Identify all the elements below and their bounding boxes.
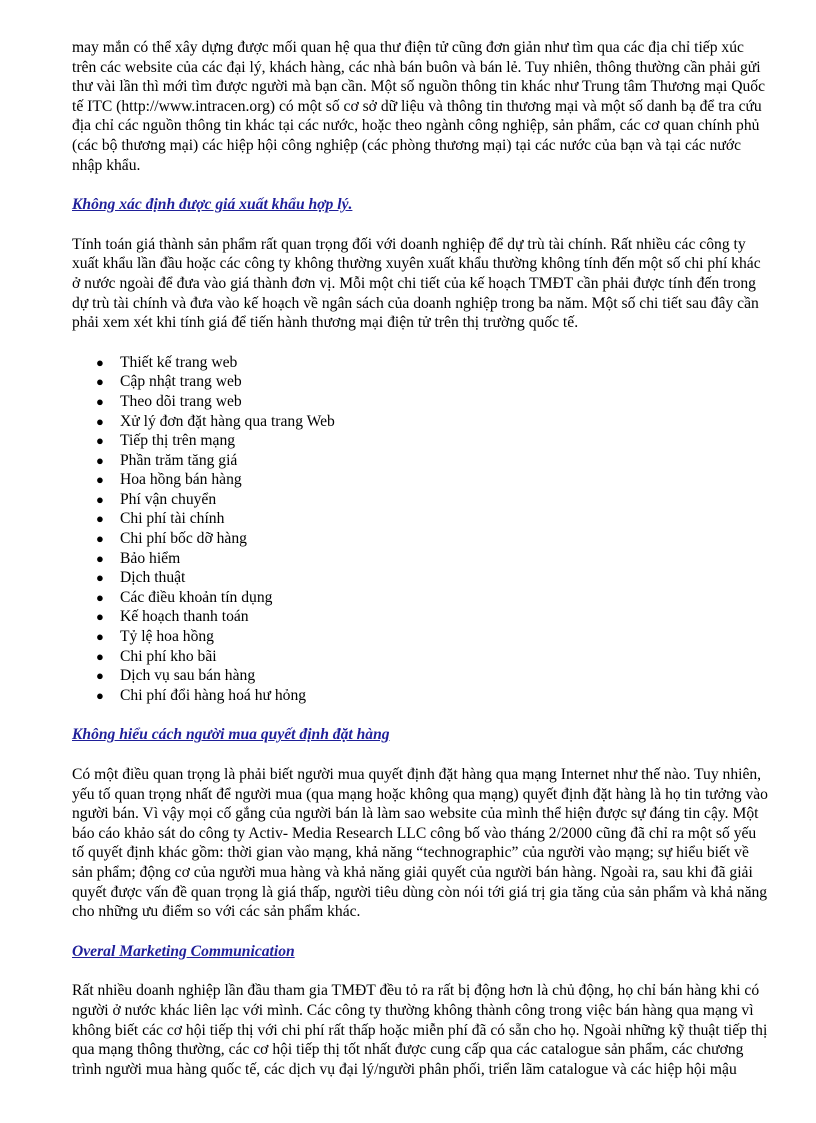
bullet-icon: ● [96, 668, 104, 684]
list-item: ● Phí vận chuyển [96, 490, 217, 508]
list-item: ● Xử lý đơn đặt hàng qua trang Web [96, 412, 335, 430]
buyer-decision-paragraph: Có một điều quan trọng là phải biết người mua quyết định đặt hàng qua mạng Internet như thế nào. Tuy nhiên, yếu tố quan trọng nhất để người mua (qua mạng hoặc không qua mạng) quyết định đặt hàng là họ tin tưởng vào người bán. Vì vậy mọi cố gắng của người bán là làm sao website của mình thể hiện được sự đáng tin cậy. Một báo cáo khảo sát do công ty Activ- Media Research LLC công bố vào tháng 2/2000 cũng đã chỉ ra một số yếu tố quyết định khác gồm: thời gian vào mạng, khả năng “technographic” của người vào mạng; sự hiểu biết về sản phẩm; động cơ của người mua hàng và khả năng giải quyết của người bán hàng. Ngoài ra, sau khi đã giải quyết được vấn đề quan trọng là giá thấp, người tiêu dùng còn nói tới giá trị gia tăng của sản phẩm và khả năng cho những ưu điểm so với các sản phẩm khác. [72, 766, 768, 921]
heading-text: Không xác định được giá xuất khẩu hợp lý. [72, 196, 353, 214]
bullet-icon: ● [96, 550, 104, 566]
bullet-icon: ● [96, 629, 104, 645]
list-item: ● Chi phí đổi hàng hoá hư hỏng [96, 686, 307, 704]
bullet-icon: ● [96, 374, 104, 390]
bullet-icon: ● [96, 570, 104, 586]
list-item: ● Dịch thuật [96, 569, 186, 587]
list-item: ● Tiếp thị trên mạng [96, 432, 236, 450]
list-item: ● Các điều khoản tín dụng [96, 588, 273, 606]
bullet-icon: ● [96, 609, 104, 625]
list-item: ● Kế hoạch thanh toán [96, 608, 249, 626]
cost-items-list [72, 353, 772, 706]
list-item: ● Tỷ lệ hoa hồng [96, 628, 214, 646]
bullet-icon: ● [96, 433, 104, 449]
list-item: ● Phần trăm tăng giá [96, 451, 238, 469]
heading-text: Không hiểu cách người mua quyết định đặt hàng [72, 726, 390, 744]
list-item: ● Cập nhật trang web [96, 373, 242, 391]
section-heading-export-price [72, 195, 772, 215]
section-heading-buyer-decision [72, 725, 772, 745]
export-price-paragraph: Tính toán giá thành sản phẩm rất quan trọng đối với doanh nghiệp để dự trù tài chính. Rất nhiều các công ty xuất khẩu lần đầu hoặc các công ty không thường xuyên xuất khẩu thường không tính đến một số chi phí khác ở nước ngoài để đưa vào giá thành đơn vị. Mỗi một chi tiết của kế hoạch TMĐT cần phải được tính đến trong dự trù tài chính và đưa vào kế hoạch về ngân sách của doanh nghiệp trong ba năm. Một số chi tiết sau đây cần phải xem xét khi tính giá để tiến hành thương mại điện tử trên thị trường quốc tế. [72, 235, 761, 332]
document-page [72, 38, 772, 1079]
intro-paragraph: may mắn có thể xây dựng được mối quan hệ qua thư điện tử cũng đơn giản như tìm qua các địa chỉ tiếp xúc trên các website của các đại lý, khách hàng, các nhà bán buôn và bán lẻ. Tuy nhiên, thông thường cần phải gửi thư vài lần thì mới tìm được người mà bạn cần. Một số nguồn thông tin khác như Trung tâm Thương mại Quốc tế ITC (http://www.intracen.org) có một số cơ sở dữ liệu và thông tin thương mại và một số danh bạ để tra cứu địa chỉ các nguồn thông tin khác tại các nước, hoặc theo ngành công nghiệp, sản phẩm, các cơ quan chính phủ (các bộ thương mại) các hiệp hội công nghiệp (các phòng thương mại) tại các nước của bạn và tại các nước nhập khẩu. [72, 39, 766, 174]
heading-text: Overal Marketing Communication [72, 942, 295, 960]
list-item: ● Bảo hiểm [96, 549, 181, 567]
list-item: ● Theo dõi trang web [96, 392, 242, 410]
list-item: ● Chi phí tài chính [96, 510, 225, 528]
marketing-communication-paragraph: Rất nhiều doanh nghiệp lần đầu tham gia TMĐT đều tỏ ra rất bị động hơn là chủ động, họ chỉ bán hàng khi có người ở nước khác liên lạc với mình. Các công ty thường không thành công trong việc bán hàng qua mạng vì không biết các cơ hội tiếp thị với chi phí rất thấp hoặc miễn phí đã có sẵn cho họ. Ngoài những kỹ thuật tiếp thị qua mạng thông thường, các cơ hội tiếp thị tốt nhất được cung cấp qua các catalogue sản phẩm, các chương trình người mua hàng quốc tế, các dịch vụ đại lý/người phân phối, triển lãm catalogue và các hiệp hội mậu [72, 982, 768, 1078]
bullet-icon: ● [96, 354, 104, 370]
bullet-icon: ● [96, 648, 104, 664]
bullet-icon: ● [96, 491, 104, 507]
bullet-icon: ● [96, 589, 104, 605]
bullet-icon: ● [96, 531, 104, 547]
bullet-icon: ● [96, 687, 104, 703]
bullet-icon: ● [96, 413, 104, 429]
bullet-icon: ● [96, 511, 104, 527]
bullet-icon: ● [96, 393, 104, 409]
list-item: ● Thiết kế trang web [96, 353, 238, 371]
list-item: ● Chi phí kho bãi [96, 647, 217, 665]
list-item: ● Chi phí bốc dỡ hàng [96, 530, 247, 548]
section-heading-marketing-communication [72, 942, 772, 962]
list-item: ● Dịch vụ sau bán hàng [96, 667, 256, 685]
bullet-icon: ● [96, 472, 104, 488]
list-item: ● Hoa hồng bán hàng [96, 471, 242, 489]
bullet-icon: ● [96, 452, 104, 468]
